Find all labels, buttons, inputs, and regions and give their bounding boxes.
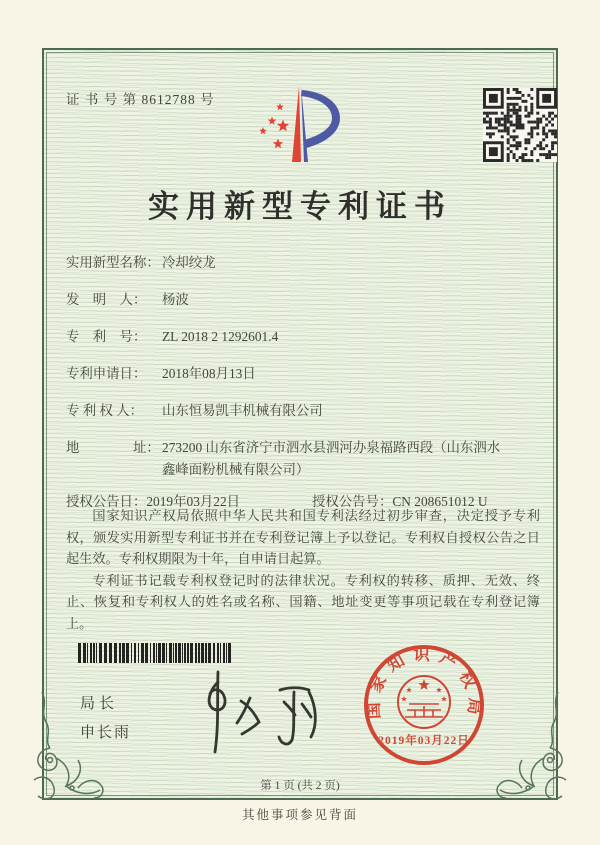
field-value: ZL 2018 2 1292601.4	[162, 329, 279, 344]
field-value: 冷却绞龙	[162, 255, 216, 270]
page-number: 第 1 页 (共 2 页)	[260, 780, 340, 792]
qr-code-icon	[483, 88, 557, 162]
field-row-address	[66, 437, 544, 481]
director-title: 局长	[80, 696, 119, 712]
grant-date-value: 2019年03月22日	[146, 494, 241, 509]
field-row-patentee	[66, 400, 544, 422]
grant-date-label: 授权公告日：	[66, 494, 147, 509]
field-label: 专 利 权 人：	[66, 403, 143, 418]
barcode-icon	[78, 643, 234, 663]
certificate-number: 证 书 号 第 8612788 号	[66, 92, 215, 107]
handwritten-signature-icon	[188, 662, 338, 757]
grant-number-value: CN 208651012 U	[392, 494, 488, 509]
field-row-patent-number	[66, 326, 544, 348]
field-label: 专 利 号：	[66, 329, 147, 344]
seal-arc-text: 国家知识产权局	[363, 644, 485, 724]
seal-date: 2019年03月22日	[378, 735, 470, 747]
field-label: 专利申请日：	[66, 366, 147, 381]
field-value: 273200 山东省济宁市泗水县泗河办泉福路西段（山东泗水鑫峰面粉机械有限公司）	[162, 440, 501, 477]
legal-text	[66, 505, 540, 634]
field-label: 发 明 人：	[66, 292, 147, 307]
grant-number-label: 授权公告号：	[312, 494, 393, 509]
field-row-name	[66, 252, 544, 274]
field-value: 杨波	[162, 292, 189, 307]
field-value: 2018年08月13日	[162, 366, 256, 381]
director-name: 申长雨	[80, 725, 132, 741]
logo-stars	[259, 103, 289, 148]
field-row-filing-date	[66, 363, 544, 385]
field-value: 山东恒易凯丰机械有限公司	[162, 403, 323, 418]
field-row-inventor	[66, 289, 544, 311]
back-side-note: 其他事项参见背面	[241, 808, 358, 822]
field-label: 实用新型名称：	[66, 255, 160, 270]
field-label: 地 址：	[66, 440, 160, 455]
legal-paragraph-2: 专利证书记载专利权登记时的法律状况。专利权的转移、质押、无效、终止、恢复和专利权人的姓名或名称、国籍、地址变更等事项记载在专利登记簿上。	[66, 572, 540, 631]
national-emblem	[398, 676, 450, 728]
legal-paragraph-1: 国家知识产权局依照中华人民共和国专利法经过初步审查，决定授予专利权，颁发实用新型专利证书并在专利登记簿上予以登记。专利权自授权公告之日起生效。专利权期限为十年，自申请日起算。	[66, 508, 540, 566]
certificate-fields	[66, 252, 544, 513]
cnipa-patent-logo-icon	[250, 80, 354, 168]
official-red-seal-icon	[359, 640, 489, 770]
certificate-title: 实用新型专利证书	[148, 189, 452, 224]
